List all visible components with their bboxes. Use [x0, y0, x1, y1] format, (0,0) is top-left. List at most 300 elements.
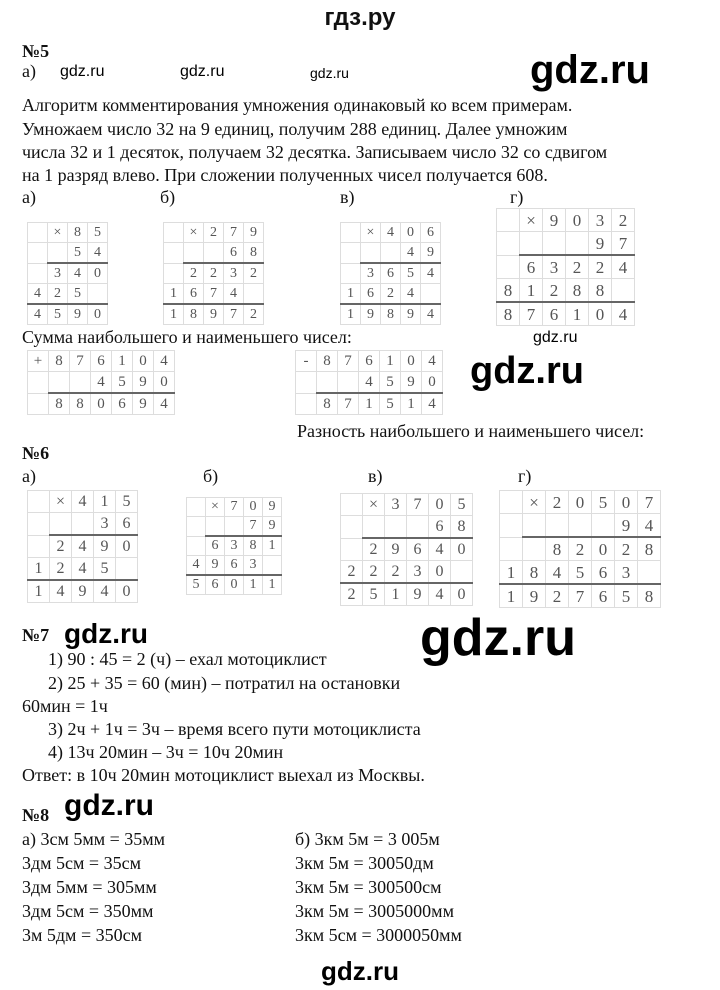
grid-row [497, 232, 635, 256]
grid-digit: 8 [68, 223, 88, 243]
grid-digit: 5 [380, 372, 401, 394]
grid-digit: 0 [589, 302, 612, 326]
grid-digit: 3 [589, 209, 612, 232]
grid-digit: 2 [204, 223, 224, 243]
grid-digit: 4 [638, 514, 661, 538]
watermark: gdz.ru [180, 63, 225, 80]
grid-row [341, 223, 441, 243]
grid-digit [28, 243, 48, 264]
grid-digit: 6 [116, 513, 138, 536]
grid-digit: 6 [429, 516, 451, 539]
grid-digit [500, 491, 523, 514]
grid-row [187, 517, 282, 537]
grid-digit [116, 558, 138, 581]
grid-digit: 1 [28, 580, 50, 603]
grid-row [28, 243, 108, 264]
grid-row [28, 558, 138, 581]
grid-digit: 4 [72, 535, 94, 558]
grid-digit: 4 [401, 284, 421, 305]
grid-digit: 1 [28, 558, 50, 581]
grid-digit [407, 516, 429, 539]
grid-digit [612, 279, 635, 303]
grid-digit: 6 [184, 284, 204, 305]
grid-digit [546, 514, 569, 538]
grid-digit: 2 [385, 561, 407, 584]
grid-digit: 4 [546, 561, 569, 585]
grid-digit: 9 [263, 498, 282, 517]
grid-digit: 3 [407, 561, 429, 584]
grid-digit: 6 [361, 284, 381, 305]
grid-digit: 4 [612, 302, 635, 326]
grid-digit [296, 393, 317, 415]
grid-digit: 7 [638, 491, 661, 514]
grid-6b [186, 497, 282, 595]
grid-digit: 2 [50, 535, 72, 558]
grid-digit: 9 [133, 393, 154, 415]
grid-digit: 5 [569, 561, 592, 585]
grid-row [296, 393, 443, 415]
grid-digit: 6 [592, 584, 615, 608]
grid-row [497, 255, 635, 279]
grid-row [28, 223, 108, 243]
n5-label-d: г) [510, 187, 524, 207]
grid-row [500, 561, 661, 585]
grid-digit: 1 [164, 284, 184, 305]
grid-digit: 8 [244, 243, 264, 264]
grid-digit: 8 [317, 393, 338, 415]
n6-label-b: б) [203, 466, 219, 486]
grid-digit: 2 [244, 263, 264, 284]
grid-digit: 5 [68, 284, 88, 305]
grid-digit: 5 [615, 584, 638, 608]
grid-digit: 4 [72, 491, 94, 513]
operator-sign: × [363, 494, 385, 516]
grid-digit: 2 [615, 537, 638, 561]
grid-row [28, 513, 138, 536]
grid-digit [204, 243, 224, 264]
grid-digit: 5 [48, 304, 68, 325]
grid-row [28, 372, 175, 394]
grid-digit [164, 223, 184, 243]
grid-row [28, 535, 138, 558]
grid-digit [28, 393, 49, 415]
grid-digit: 8 [566, 279, 589, 303]
grid-digit [385, 516, 407, 539]
grid-row [187, 556, 282, 576]
n8-left: 3м 5дм = 350см [22, 925, 142, 945]
n8-right: 3км 5см = 3000050мм [295, 925, 462, 945]
grid-digit: 9 [543, 209, 566, 232]
grid-digit [361, 243, 381, 264]
grid-row [341, 583, 473, 606]
operator-sign: + [28, 351, 49, 372]
grid-digit: 2 [546, 584, 569, 608]
grid-digit: 1 [380, 351, 401, 372]
n8-right: 3км 5м = 300500см [295, 877, 442, 897]
n8-left: 3дм 5мм = 305мм [22, 877, 157, 897]
grid-digit: 3 [543, 255, 566, 279]
grid-digit: 9 [401, 304, 421, 325]
grid-digit: 9 [68, 304, 88, 325]
grid-digit: 7 [225, 498, 244, 517]
grid-digit [341, 494, 363, 516]
grid-row [500, 491, 661, 514]
grid-digit: 5 [592, 491, 615, 514]
operator-sign: × [206, 498, 225, 517]
grid-digit: 5 [112, 372, 133, 394]
n5-title: №5 [22, 41, 50, 61]
diff-label: Разность наибольшего и наименьшего чисел: [297, 421, 645, 441]
n6-label-c: в) [368, 466, 383, 486]
grid-row [341, 516, 473, 539]
grid-digit: 2 [341, 583, 363, 606]
grid-digit: 8 [497, 279, 520, 303]
grid-row [497, 302, 635, 326]
grid-row [341, 494, 473, 516]
grid-digit [543, 232, 566, 256]
grid-digit: 6 [359, 351, 380, 372]
grid-digit: 0 [88, 263, 108, 284]
grid-digit: 7 [612, 232, 635, 256]
grid-digit: 9 [244, 223, 264, 243]
grid-digit: 6 [520, 255, 543, 279]
grid-digit [50, 513, 72, 536]
watermark: gdz.ru [533, 329, 578, 346]
grid-row [341, 243, 441, 264]
grid-digit: 1 [401, 393, 422, 415]
grid-5c [340, 222, 441, 325]
grid-digit: 6 [206, 536, 225, 556]
grid-digit: 8 [184, 304, 204, 325]
grid-digit [500, 537, 523, 561]
grid-row [28, 393, 175, 415]
grid-digit: 4 [422, 351, 443, 372]
grid-5b [163, 222, 264, 325]
grid-digit: 2 [363, 561, 385, 584]
grid-row [341, 263, 441, 284]
operator-sign: × [520, 209, 543, 232]
grid-digit: 2 [184, 263, 204, 284]
grid-row [164, 223, 264, 243]
grid-digit: 1 [164, 304, 184, 325]
grid-row [164, 263, 264, 284]
grid-digit [206, 517, 225, 537]
grid-digit [497, 232, 520, 256]
grid-digit: 4 [429, 538, 451, 561]
grid-digit [72, 513, 94, 536]
grid-digit: 4 [28, 284, 48, 305]
grid-digit: 2 [546, 491, 569, 514]
grid-digit: 1 [263, 575, 282, 595]
grid-digit: 9 [385, 538, 407, 561]
grid-digit [28, 513, 50, 536]
grid-digit: 0 [91, 393, 112, 415]
grid-row [500, 584, 661, 608]
grid-digit: 4 [422, 393, 443, 415]
grid-digit: 2 [204, 263, 224, 284]
grid-digit: 6 [592, 561, 615, 585]
grid-row [28, 304, 108, 325]
grid-digit: 5 [94, 558, 116, 581]
grid-digit: 8 [589, 279, 612, 303]
grid-digit [638, 561, 661, 585]
grid-digit: 5 [401, 263, 421, 284]
grid-digit: 8 [638, 537, 661, 561]
grid-digit: 2 [341, 561, 363, 584]
watermark: gdz.ru [530, 48, 650, 92]
grid-row [28, 263, 108, 284]
watermark-footer: gdz.ru [321, 956, 399, 986]
grid-digit [341, 516, 363, 539]
grid-digit: 7 [244, 517, 263, 537]
grid-digit: 0 [116, 535, 138, 558]
watermark: gdz.ru [64, 789, 154, 822]
grid-digit: 4 [28, 304, 48, 325]
n7-line: 2) 25 + 35 = 60 (мин) – потратил на остановки [48, 673, 401, 693]
grid-digit [520, 232, 543, 256]
grid-digit [28, 535, 50, 558]
grid-digit: 4 [401, 243, 421, 264]
grid-digit: 4 [154, 351, 175, 372]
grid-digit: 0 [133, 351, 154, 372]
grid-digit [421, 284, 441, 305]
grid-digit: 8 [49, 351, 70, 372]
n5-line: на 1 разряд влево. При сложении полученных чисел получается 608. [22, 165, 548, 185]
grid-row [187, 498, 282, 517]
grid-digit: 8 [244, 536, 263, 556]
grid-digit: 0 [244, 498, 263, 517]
grid-digit [296, 372, 317, 394]
grid-digit [569, 514, 592, 538]
grid-digit: 6 [206, 575, 225, 595]
grid-digit [341, 263, 361, 284]
grid-row [497, 279, 635, 303]
grid-digit [28, 372, 49, 394]
grid-digit [263, 556, 282, 576]
n8-right: 3км 5м = 3005000мм [295, 901, 454, 921]
grid-digit: 4 [612, 255, 635, 279]
grid-digit: 0 [615, 491, 638, 514]
grid-digit: 3 [244, 556, 263, 576]
grid-digit: 8 [451, 516, 473, 539]
grid-digit: 4 [187, 556, 206, 576]
n5-label-b: б) [160, 187, 176, 207]
grid-row [500, 537, 661, 561]
n8-right: 3км 5м = 30050дм [295, 853, 434, 873]
grid-digit: 0 [592, 537, 615, 561]
grid-digit: 4 [50, 580, 72, 603]
grid-digit: 8 [70, 393, 91, 415]
n5-line: числа 32 и 1 десяток, получаем 32 десятка. Записываем число 32 со сдвигом [22, 142, 608, 162]
grid-digit: 2 [50, 558, 72, 581]
grid-row [341, 538, 473, 561]
grid-digit [88, 284, 108, 305]
grid-digit: 8 [381, 304, 401, 325]
grid-digit [317, 372, 338, 394]
grid-digit: 6 [543, 302, 566, 326]
grid-digit [164, 243, 184, 264]
grid-digit: 0 [225, 575, 244, 595]
grid-sum [27, 350, 175, 415]
operator-sign: × [50, 491, 72, 513]
grid-diff [295, 350, 443, 415]
grid-digit: 3 [385, 494, 407, 516]
grid-row [28, 284, 108, 305]
grid-digit [592, 514, 615, 538]
n8-left: 3дм 5см = 35см [22, 853, 141, 873]
grid-digit: 9 [523, 584, 546, 608]
n5-label-c: в) [340, 187, 355, 207]
grid-digit: 9 [204, 304, 224, 325]
n5-line: Алгоритм комментирования умножения одинаковый ко всем примерам. [22, 95, 573, 115]
grid-digit: 7 [338, 351, 359, 372]
grid-digit: 9 [401, 372, 422, 394]
grid-digit: 1 [263, 536, 282, 556]
grid-digit: 9 [589, 232, 612, 256]
grid-digit [497, 209, 520, 232]
n8-left: а) 3см 5мм = 35мм [22, 829, 166, 849]
grid-row [341, 284, 441, 305]
grid-digit: 6 [91, 351, 112, 372]
operator-sign: × [184, 223, 204, 243]
grid-digit: 1 [112, 351, 133, 372]
n7-line: 4) 13ч 20мин – 3ч = 10ч 20мин [48, 742, 284, 762]
grid-digit: 6 [112, 393, 133, 415]
grid-digit: 9 [72, 580, 94, 603]
grid-digit [225, 517, 244, 537]
n5-line: Умножаем число 32 на 9 единиц, получим 288 единиц. Далее умножим [22, 119, 568, 139]
watermark: gdz.ru [470, 350, 584, 392]
grid-digit [48, 243, 68, 264]
grid-digit: 2 [543, 279, 566, 303]
grid-digit: 9 [615, 514, 638, 538]
grid-digit [500, 514, 523, 538]
grid-digit [341, 243, 361, 264]
grid-digit: 0 [401, 351, 422, 372]
n6-title: №6 [22, 443, 50, 463]
grid-digit: 4 [72, 558, 94, 581]
grid-digit: 4 [381, 223, 401, 243]
grid-digit: 0 [422, 372, 443, 394]
grid-digit: 0 [451, 538, 473, 561]
grid-digit: 0 [429, 494, 451, 516]
grid-digit: 2 [566, 255, 589, 279]
grid-digit: 7 [569, 584, 592, 608]
grid-digit: 2 [244, 304, 264, 325]
grid-digit: 1 [520, 279, 543, 303]
grid-digit: 1 [359, 393, 380, 415]
grid-digit: 4 [94, 580, 116, 603]
grid-digit: 3 [615, 561, 638, 585]
grid-row [164, 284, 264, 305]
grid-digit: 0 [154, 372, 175, 394]
grid-digit: 1 [341, 304, 361, 325]
grid-row [500, 514, 661, 538]
grid-digit: 4 [429, 583, 451, 606]
grid-digit [28, 491, 50, 513]
watermark: gdz.ru [420, 609, 576, 667]
operator-sign: × [523, 491, 546, 514]
grid-digit: 9 [94, 535, 116, 558]
grid-digit: 9 [421, 243, 441, 264]
grid-digit: 0 [451, 583, 473, 606]
grid-digit: 2 [569, 537, 592, 561]
grid-digit: 1 [385, 583, 407, 606]
grid-digit: 2 [48, 284, 68, 305]
grid-row [28, 580, 138, 603]
n7-line: 1) 90 : 45 = 2 (ч) – ехал мотоциклист [48, 649, 327, 669]
grid-digit: 5 [68, 243, 88, 264]
grid-digit [70, 372, 91, 394]
grid-digit [187, 517, 206, 537]
grid-digit: 9 [263, 517, 282, 537]
n7-line: 60мин = 1ч [22, 696, 108, 716]
n6-label-d: г) [518, 466, 532, 486]
grid-digit [451, 561, 473, 584]
grid-digit: 4 [359, 372, 380, 394]
site-header: гдз.ру [324, 4, 396, 31]
grid-digit: 8 [317, 351, 338, 372]
grid-digit: 4 [421, 263, 441, 284]
grid-digit: 7 [407, 494, 429, 516]
grid-digit: 7 [224, 223, 244, 243]
grid-digit: 0 [401, 223, 421, 243]
grid-digit [363, 516, 385, 539]
grid-digit: 1 [341, 284, 361, 305]
grid-digit [164, 263, 184, 284]
grid-row [28, 351, 175, 372]
grid-row [296, 351, 443, 372]
grid-digit: 1 [94, 491, 116, 513]
grid-row [164, 304, 264, 325]
grid-digit: 9 [407, 583, 429, 606]
grid-digit: 6 [407, 538, 429, 561]
sum-label: Сумма наибольшего и наименьшего чисел: [22, 327, 352, 347]
grid-digit: 5 [88, 223, 108, 243]
grid-digit [28, 263, 48, 284]
grid-digit [244, 284, 264, 305]
operator-sign: - [296, 351, 317, 372]
grid-digit: 5 [451, 494, 473, 516]
grid-digit: 0 [429, 561, 451, 584]
grid-digit: 3 [48, 263, 68, 284]
grid-digit: 5 [380, 393, 401, 415]
n8-left: 3дм 5см = 350мм [22, 901, 154, 921]
watermark: gdz.ru [60, 63, 105, 80]
n5-part-a: а) [22, 61, 36, 81]
grid-digit: 6 [421, 223, 441, 243]
grid-digit: 8 [49, 393, 70, 415]
grid-digit: 0 [569, 491, 592, 514]
grid-digit: 8 [546, 537, 569, 561]
grid-digit: 2 [589, 255, 612, 279]
grid-digit: 2 [612, 209, 635, 232]
grid-digit: 3 [94, 513, 116, 536]
grid-digit: 3 [225, 536, 244, 556]
grid-digit [187, 536, 206, 556]
watermark: gdz.ru [310, 65, 349, 81]
grid-row [164, 243, 264, 264]
grid-digit: 6 [224, 243, 244, 264]
grid-digit: 1 [566, 302, 589, 326]
grid-digit [566, 232, 589, 256]
grid-digit: 5 [116, 491, 138, 513]
watermark: gdz.ru [64, 618, 148, 649]
n7-title: №7 [22, 625, 50, 645]
grid-digit [341, 538, 363, 561]
grid-digit: 7 [204, 284, 224, 305]
grid-6a [27, 490, 138, 603]
